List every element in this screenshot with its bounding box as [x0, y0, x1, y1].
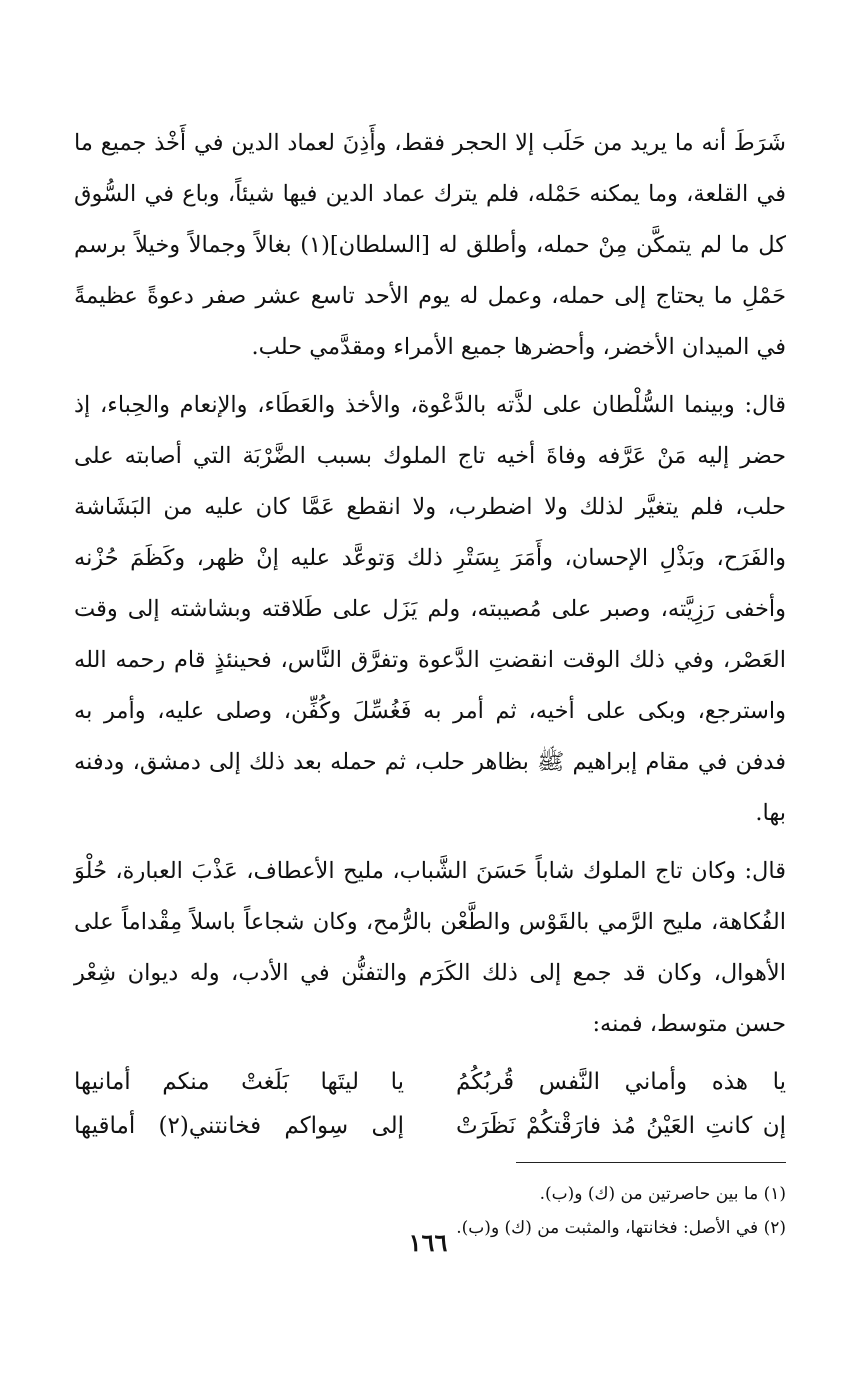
footnote-divider — [516, 1162, 786, 1163]
verse-first-hemistich: إن كانتِ العَيْنُ مُذ فارَقْتكُمْ نَظَرَتْ — [456, 1113, 786, 1139]
verse-second-hemistich: يا ليتَها بَلَغتْ منكم أمانيها — [74, 1069, 404, 1095]
verse-line — [74, 1060, 786, 1104]
poem-verses — [74, 1060, 786, 1148]
footnote-1: (١) ما بين حاصرتين من (ك) و(ب). — [539, 1184, 786, 1204]
verse-line — [74, 1104, 786, 1148]
verse-second-hemistich: إلى سِواكم فخانتني(٢) أماقيها — [74, 1113, 405, 1139]
paragraph-2: قال: وبينما السُّلْطان على لذَّته بالدَّعْوة، والأخذ والعَطَاء، والإنعام والحِباء، إذ حضر إليه مَنْ عَرَّفه وفاةَ أخيه تاج الملوك بسبب الضَّرْبَة التي أصابته على حلب، فلم يتغيَّر لذلك ولا اضطرب، ولا انقطع عَمَّا كان عليه من البَشَاشة والفَرَح، وبَذْلِ الإحسان، وأَمَرَ بِسَتْرِ ذلك وَتوعَّد عليه إنْ ظهر، وكَظَمَ حُزْنه وأخفى رَزِيَّته، وصبر على مُصيبته، ولم يَزَل على طَلاقته وبشاشته إلى وقت العَصْر، وفي ذلك الوقت انقضتِ الدَّعوة وتفرَّق النَّاس، فحينئذٍ قام رحمه الله واسترجع، وبكى على أخيه، ثم أمر به فَغُسِّلَ وكُفِّن، وصلى عليه، وأمر به فدفن في مقام إبراهيم ﷺ بظاهر حلب، ثم حمله بعد ذلك إلى دمشق، ودفنه بها. — [74, 392, 786, 826]
footnote-2: (٢) في الأصل: فخانتها، والمثبت من (ك) و(ب). — [456, 1218, 786, 1238]
paragraph-3: قال: وكان تاج الملوك شاباً حَسَنَ الشَّباب، مليح الأعطاف، عَذْبَ العبارة، حُلْوَ الفُكاهة، مليح الرَّمي بالقَوْس والطَّعْن بالرُّمح، وكان شجاعاً باسلاً مِقْداماً على الأهوال، وكان قد جمع إلى ذلك الكَرَم والتفنُّن في الأدب، وله ديوان شِعْر حسن متوسط، فمنه: — [74, 858, 786, 1037]
paragraph-1: شَرَطَ أنه ما يريد من حَلَب إلا الحجر فقط، وأَذِنَ لعماد الدين في أَخْذ جميع ما في القلعة، وما يمكنه حَمْله، فلم يترك عماد الدين فيها شيئاً، وباع في السُّوق كل ما لم يتمكَّن مِنْ حمله، وأطلق له [السلطان](١) بغالاً وجمالاً وخيلاً برسم حَمْلِ ما يحتاج إلى حمله، وعمل له يوم الأحد تاسع عشر صفر دعوةً عظيمةً في الميدان الأخضر، وأحضرها جميع الأمراء ومقدَّمي حلب. — [74, 130, 786, 360]
page-number: ١٦٦ — [408, 1228, 448, 1257]
verse-first-hemistich: يا هذه وأماني النَّفس قُربُكُمُ — [456, 1069, 786, 1095]
page-content — [74, 118, 786, 1245]
